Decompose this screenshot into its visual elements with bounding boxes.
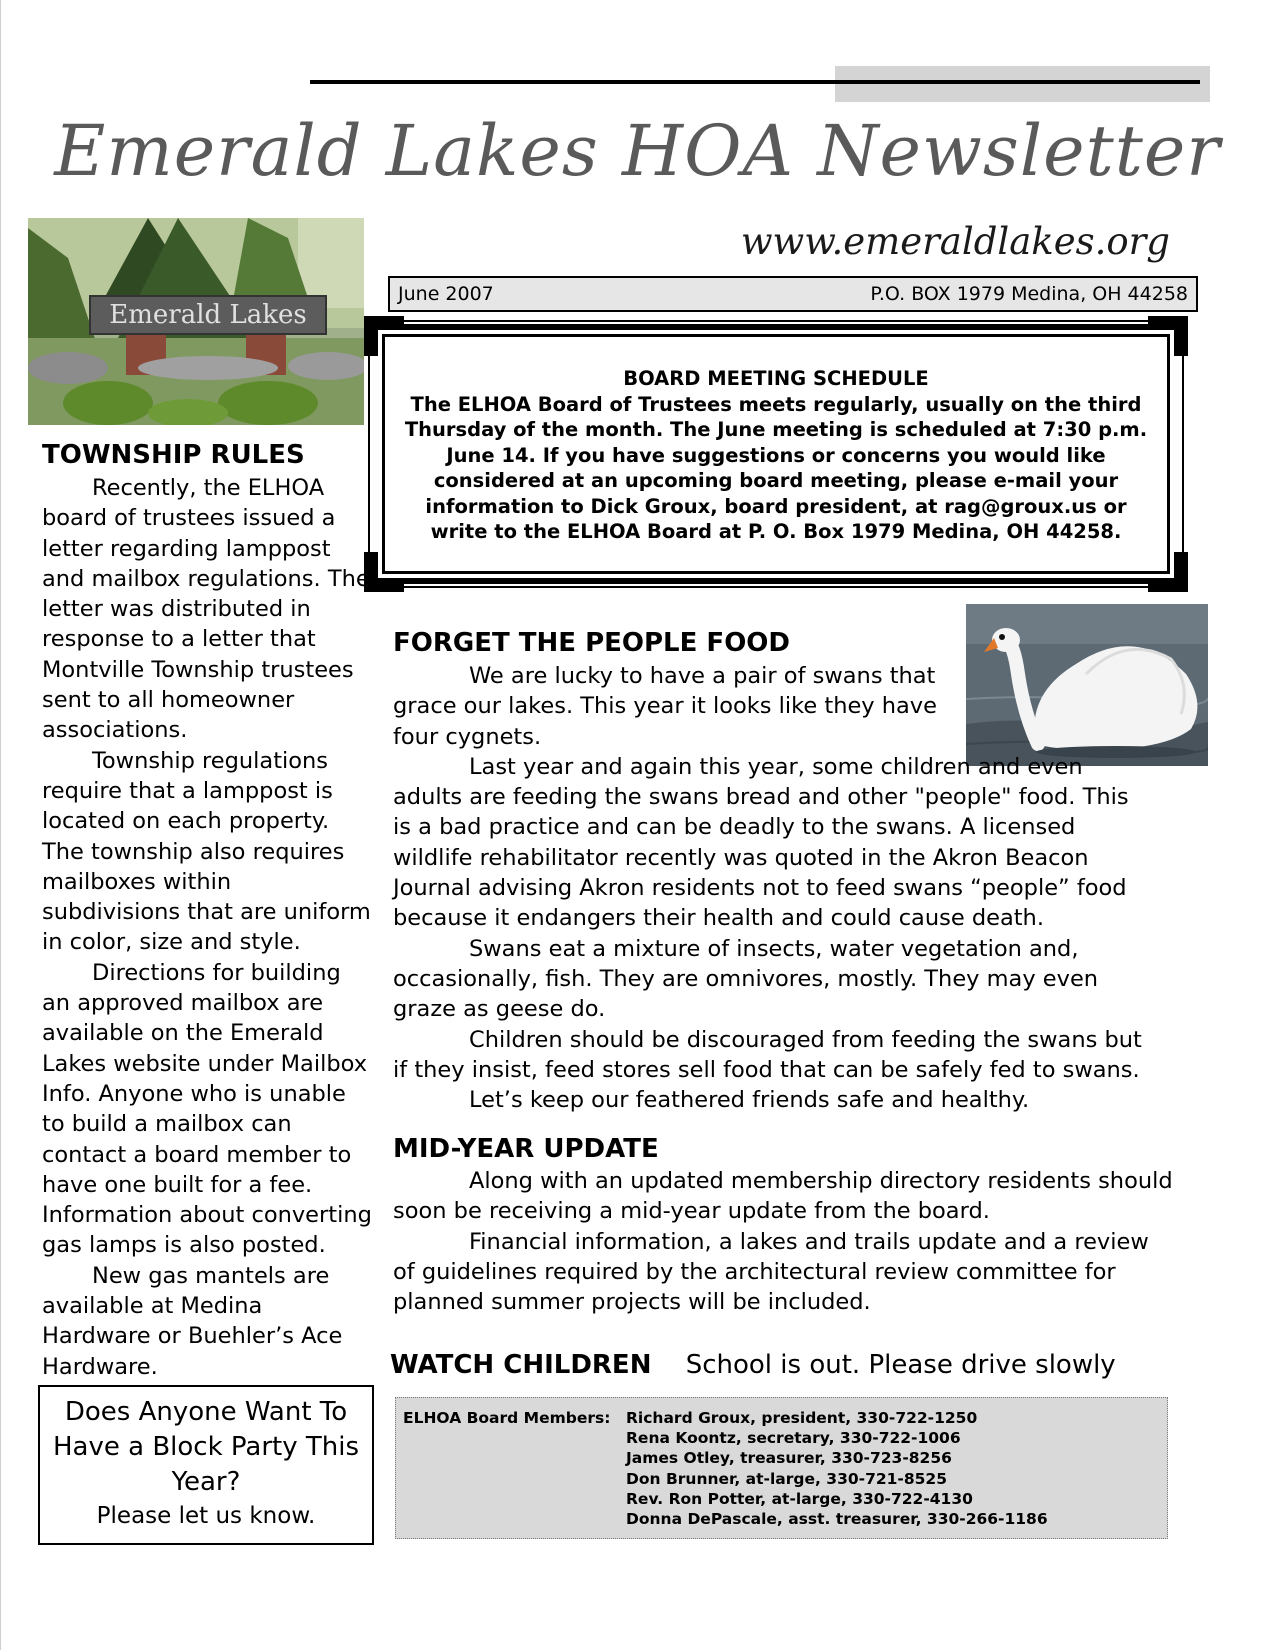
paragraph: Children should be discouraged from feeding the swans but if they insist, feed stores sell food that can be safely fed to swans. xyxy=(393,1026,1142,1083)
newsletter-title: Emerald Lakes HOA Newsletter xyxy=(54,110,1221,192)
board-meeting-title: BOARD MEETING SCHEDULE xyxy=(623,367,929,390)
midyear-heading: MID-YEAR UPDATE xyxy=(393,1134,659,1164)
board-member: Rev. Ron Potter, at-large, 330-722-4130 xyxy=(626,1489,973,1508)
paragraph: Let’s keep our feathered friends safe and healthy. xyxy=(469,1087,1030,1114)
paragraph: Swans eat a mixture of insects, water vegetation and, occasionally, fish. They are omnivores, mostly. They may even graze as geese do. xyxy=(393,935,1099,1023)
block-party-box xyxy=(38,1385,374,1545)
board-members-box xyxy=(395,1397,1168,1539)
frame-corner xyxy=(364,316,378,356)
paragraph: Along with an updated membership directory residents should soon be receiving a mid-year update from the board. xyxy=(393,1168,1173,1225)
board-member: Richard Groux, president, 330-722-1250 xyxy=(626,1409,978,1427)
board-members-label: ELHOA Board Members: xyxy=(403,1409,611,1427)
people-food-heading: FORGET THE PEOPLE FOOD xyxy=(393,628,790,658)
emerald-lakes-sign-photo xyxy=(28,218,364,425)
frame-corner xyxy=(1174,552,1188,592)
paragraph: Township regulations require that a lamppost is located on each property. The township also requires mailboxes within subdivisions that are uniform in color, size and style. xyxy=(42,747,371,956)
paragraph: Last year and again this year, some children and even adults are feeding the swans bread and other "people" food. This is a bad practice and can be deadly to the swans. A licensed wildlife rehabilitator recently was quoted in the Akron Beacon Journal advising Akron residents not to feed swans “people” food because it endangers their health and could cause death. xyxy=(393,753,1129,932)
sign-text: Emerald Lakes xyxy=(109,300,307,330)
masthead-gray-bar xyxy=(835,66,1210,102)
midyear-body xyxy=(393,1166,1173,1317)
frame-corner xyxy=(1174,316,1188,356)
issue-date: June 2007 xyxy=(398,283,494,305)
paragraph: We are lucky to have a pair of swans that grace our lakes. This year it looks like they have four cygnets. xyxy=(393,663,937,750)
frame-top-band xyxy=(398,324,1154,330)
page-edge-line xyxy=(0,0,1,1650)
board-meeting-body: The ELHOA Board of Trustees meets regularly, usually on the third Thursday of the month. The June meeting is scheduled at 7:30 p.m. June 14. If you have suggestions or concerns you would like considered at an upcoming board meeting, please e-mail your information to Dick Groux, board president, at rag@groux.us or write to the ELHOA Board at P. O. Box 1979 Medina, OH 44258. xyxy=(404,392,1148,543)
block-party-note: Please let us know. xyxy=(96,1503,316,1529)
masthead-rule xyxy=(310,80,1200,84)
board-meeting-box xyxy=(368,320,1184,588)
watch-children-line xyxy=(390,1350,1116,1380)
board-member: Donna DePascale, asst. treasurer, 330-266-1186 xyxy=(626,1510,1048,1529)
watch-children-heading: WATCH CHILDREN xyxy=(390,1350,652,1380)
paragraph: Financial information, a lakes and trails update and a review of guidelines required by the architectural review committee for planned summer projects will be included. xyxy=(393,1228,1149,1316)
paragraph: Recently, the ELHOA board of trustees issued a letter regarding lamppost and mailbox regulations. The letter was distributed in response to a letter that Montville Township trustees sent to all homeowner associations. xyxy=(42,475,370,744)
board-member: Rena Koontz, secretary, 330-722-1006 xyxy=(626,1429,961,1448)
board-members-list xyxy=(626,1408,1048,1529)
people-food-body xyxy=(393,661,1153,1115)
watch-children-text: School is out. Please drive slowly xyxy=(685,1350,1116,1380)
board-meeting-text xyxy=(398,366,1154,545)
township-rules-heading: TOWNSHIP RULES xyxy=(42,440,305,470)
website-url: www.emeraldlakes.org xyxy=(740,220,1170,263)
board-member: James Otley, treasurer, 330-723-8256 xyxy=(626,1449,952,1468)
paragraph: New gas mantels are available at Medina Hardware or Buehler’s Ace Hardware. xyxy=(42,1262,343,1380)
frame-bottom-band xyxy=(398,578,1154,584)
date-address-bar xyxy=(388,276,1198,312)
paragraph: Directions for building an approved mailbox are available on the Emerald Lakes website under Mailbox Info. Anyone who is unable to build a mailbox can contact a board member to have one built for a fee. Information about converting gas lamps is also posted. xyxy=(42,959,372,1259)
township-rules-body xyxy=(42,473,372,1382)
board-member: Don Brunner, at-large, 330-721-8525 xyxy=(626,1469,947,1488)
mailing-address: P.O. BOX 1979 Medina, OH 44258 xyxy=(870,283,1188,305)
block-party-question: Does Anyone Want To Have a Block Party This Year? xyxy=(52,1397,360,1497)
